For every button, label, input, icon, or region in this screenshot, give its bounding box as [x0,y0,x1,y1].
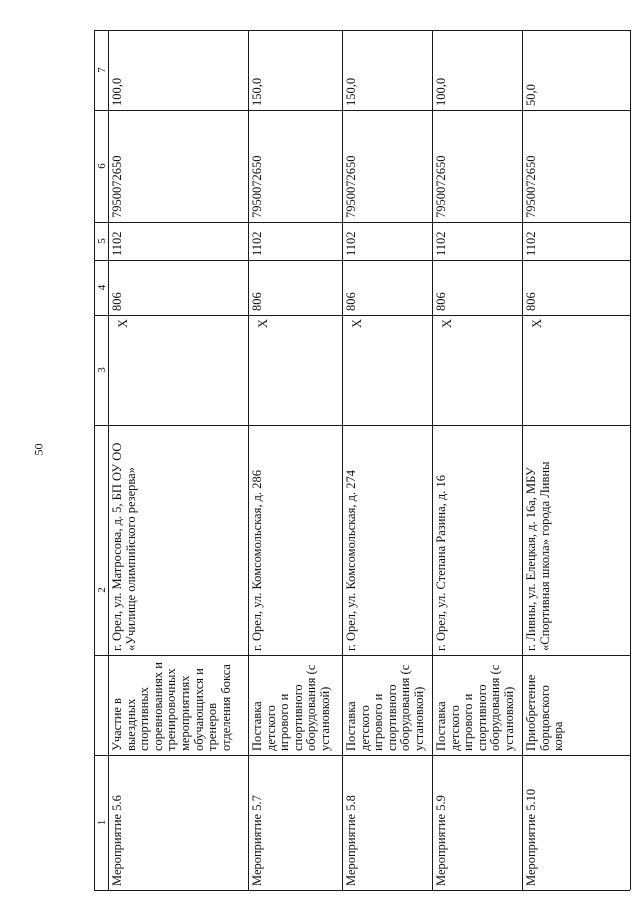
column-border [94,260,630,261]
cell-c6: 1102 [250,231,264,256]
cell-c7: 7950072650 [434,155,448,218]
header-cell-7: 7 [96,67,108,73]
cell-c8: 100,0 [110,77,124,106]
header-cell-3: 3 [96,367,108,373]
header-cell-6: 6 [96,163,108,169]
header-cell-2: 2 [96,587,108,593]
cell-c6: 1102 [110,231,124,256]
cell-c4: Х [116,319,130,329]
cell-c2: Поставка детского игрового и спортивного оборудования (с установкой) [250,664,332,751]
page-number: 50 [31,443,46,456]
row-border [522,30,523,890]
cell-c8: 50,0 [524,84,538,106]
header-cell-1: 1 [96,819,108,826]
column-border [94,222,630,223]
row-border [108,30,109,890]
column-border [94,315,630,316]
column-border [94,425,630,426]
cell-c5: 806 [250,292,264,311]
cell-c3: г. Орел, ул. Степана Разина, д. 16 [434,475,448,651]
cell-c7: 7950072650 [344,155,358,218]
cell-c1: Мероприятие 5.7 [250,795,264,886]
header-cell-4: 4 [96,284,108,291]
cell-c2: Участие в выездных спортивных соревнованиях и тренировочных мероприятиях обучающихся и тренеров отделения бокса [110,662,233,751]
cell-c2: Поставка детского игрового и спортивного оборудования (с установкой) [344,664,426,751]
cell-c8: 150,0 [344,77,358,106]
cell-c6: 1102 [344,231,358,256]
header-cell-5: 5 [96,238,108,244]
cell-c7: 7950072650 [250,155,264,218]
cell-c8: 100,0 [434,77,448,106]
column-border [94,890,630,891]
cell-c7: 7950072650 [110,155,124,218]
column-border [94,755,630,756]
row-border [342,30,343,890]
row-border [432,30,433,890]
column-border [94,655,630,656]
row-border [630,30,631,890]
cell-c2: Поставка детского игрового и спортивного оборудования (с установкой) [434,664,516,751]
cell-c1: Мероприятие 5.8 [344,795,358,886]
cell-c1: Мероприятие 5.10 [524,788,538,886]
column-border [94,30,630,31]
cell-c5: 806 [524,292,538,311]
cell-c3: г. Орел, ул. Комсомольская, д. 274 [344,470,358,651]
cell-c1: Мероприятие 5.6 [110,795,124,886]
cell-c3: г. Орел, ул. Матросова, д. 5, БП ОУ ОО «Училище олимпийского резерва» [110,442,138,651]
cell-c1: Мероприятие 5.9 [434,795,448,886]
cell-c4: Х [256,319,270,329]
row-border [248,30,249,890]
cell-c2: Приобретение борцовского ковра [524,674,566,751]
cell-c6: 1102 [524,231,538,256]
cell-c5: 806 [110,292,124,311]
cell-c3: г. Орел, ул. Комсомольская, д. 286 [250,470,264,651]
row-border [94,30,95,890]
cell-c5: 806 [434,292,448,311]
cell-c5: 806 [344,292,358,311]
column-border [94,110,630,111]
cell-c7: 7950072650 [524,155,538,218]
cell-c6: 1102 [434,231,448,256]
cell-c3: г. Ливны, ул. Елецкая, д. 16а, МБУ «Спортивная школа» города Ливны [524,461,552,651]
cell-c4: Х [350,319,364,329]
cell-c4: Х [440,319,454,329]
cell-c4: Х [530,319,544,329]
cell-c8: 150,0 [250,77,264,106]
